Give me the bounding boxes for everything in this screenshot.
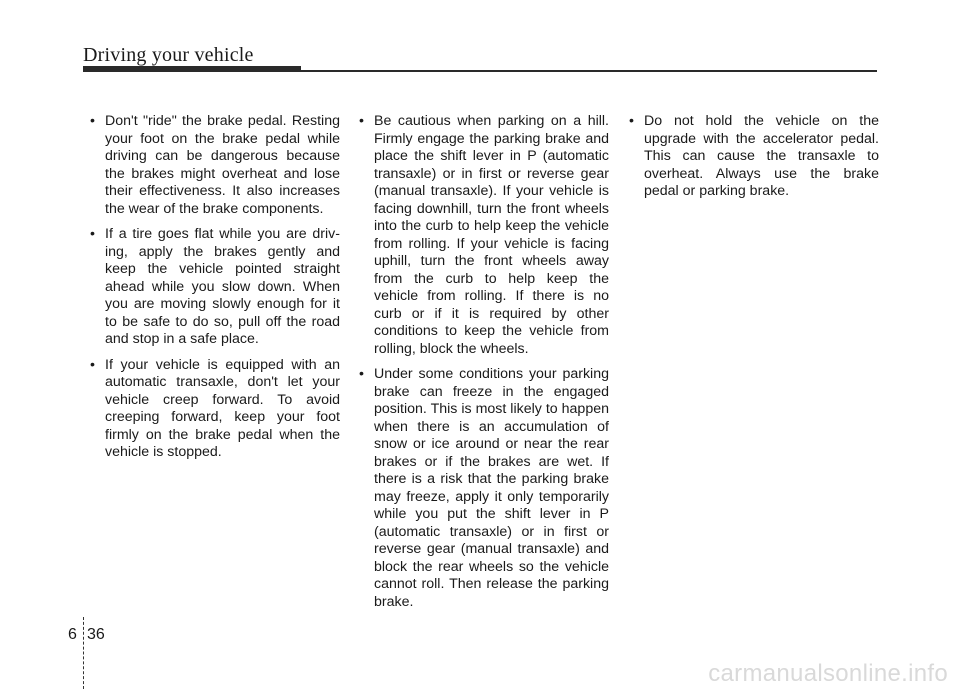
bullet-icon: • xyxy=(90,356,95,373)
list-item-text: If your vehicle is equipped with an automatic transaxle, don't let your vehicle creep forward. To avoid creeping forward, keep your foot firmly on the brake pedal when the vehicle is stopped. xyxy=(105,356,340,460)
chapter-number: 6 xyxy=(68,626,77,643)
page-title: Driving your vehicle xyxy=(83,44,254,66)
bullet-icon: • xyxy=(359,366,364,382)
list-item xyxy=(87,113,340,218)
footer-divider xyxy=(83,617,84,689)
bullet-list-3 xyxy=(626,113,879,201)
bullet-list-2 xyxy=(356,113,609,611)
list-item-text: Do not hold the vehicle on the upgrade with the accelerator pedal. This can cause the transaxle to overheat. Always use the brake pedal or parking brake. xyxy=(644,113,879,199)
bullet-icon: • xyxy=(90,113,95,129)
list-item xyxy=(356,113,609,358)
list-item xyxy=(626,113,879,201)
list-item-text: Under some conditions your parking brake can freeze in the engaged position. This is most likely to happen when there is an accumulation of snow or ice around or near the rear brakes or if the brakes are wet. If there is a risk that the parking brake may freeze, apply it only temporarily while you put the shift lever in P (automatic transaxle) or in first or reverse gear (manual transaxle) and block the rear wheels so the vehicle cannot roll. Then release the parking brake. xyxy=(374,366,609,610)
list-item xyxy=(87,357,340,462)
text-column-2 xyxy=(356,113,609,619)
list-item-text: Be cautious when parking on a hill. Firmly engage the parking brake and place the shift lever in P (automatic transaxle) or in first or reverse gear (manual transaxle). If your vehicle is facing downhill, turn the front wheels into the curb to help keep the vehicle from rolling. If your vehicle is facing uphill, turn the front wheels away from the curb to help keep the vehicle from rolling. If there is no curb or if it is required by other conditions to keep the vehicle from rolling, block the wheels. xyxy=(374,113,609,357)
list-item xyxy=(356,366,609,611)
bullet-list-1 xyxy=(87,113,340,462)
list-item xyxy=(87,226,340,349)
list-item-text: If a tire goes flat while you are driving, apply the brakes gently and keep the vehicle pointed straight ahead while you slow down. When you are moving slowly enough for it to be safe to do so, pull off the road and stop in a safe place. xyxy=(105,226,340,347)
bullet-icon: • xyxy=(90,226,95,242)
bullet-icon: • xyxy=(629,113,634,129)
bullet-icon: • xyxy=(359,113,364,129)
header-rule-thick xyxy=(83,66,301,72)
text-column-1 xyxy=(87,113,340,470)
header-rule-thin xyxy=(301,70,877,72)
text-column-3 xyxy=(626,113,879,209)
page-number: 36 xyxy=(87,626,105,643)
list-item-text: Don't "ride" the brake pedal. Resting your foot on the brake pedal while driving can be dangerous because the brakes might overheat and lose their effectiveness. It also increases the wear of the brake components. xyxy=(105,113,340,217)
watermark-text: carmanualsonline.info xyxy=(708,660,948,687)
